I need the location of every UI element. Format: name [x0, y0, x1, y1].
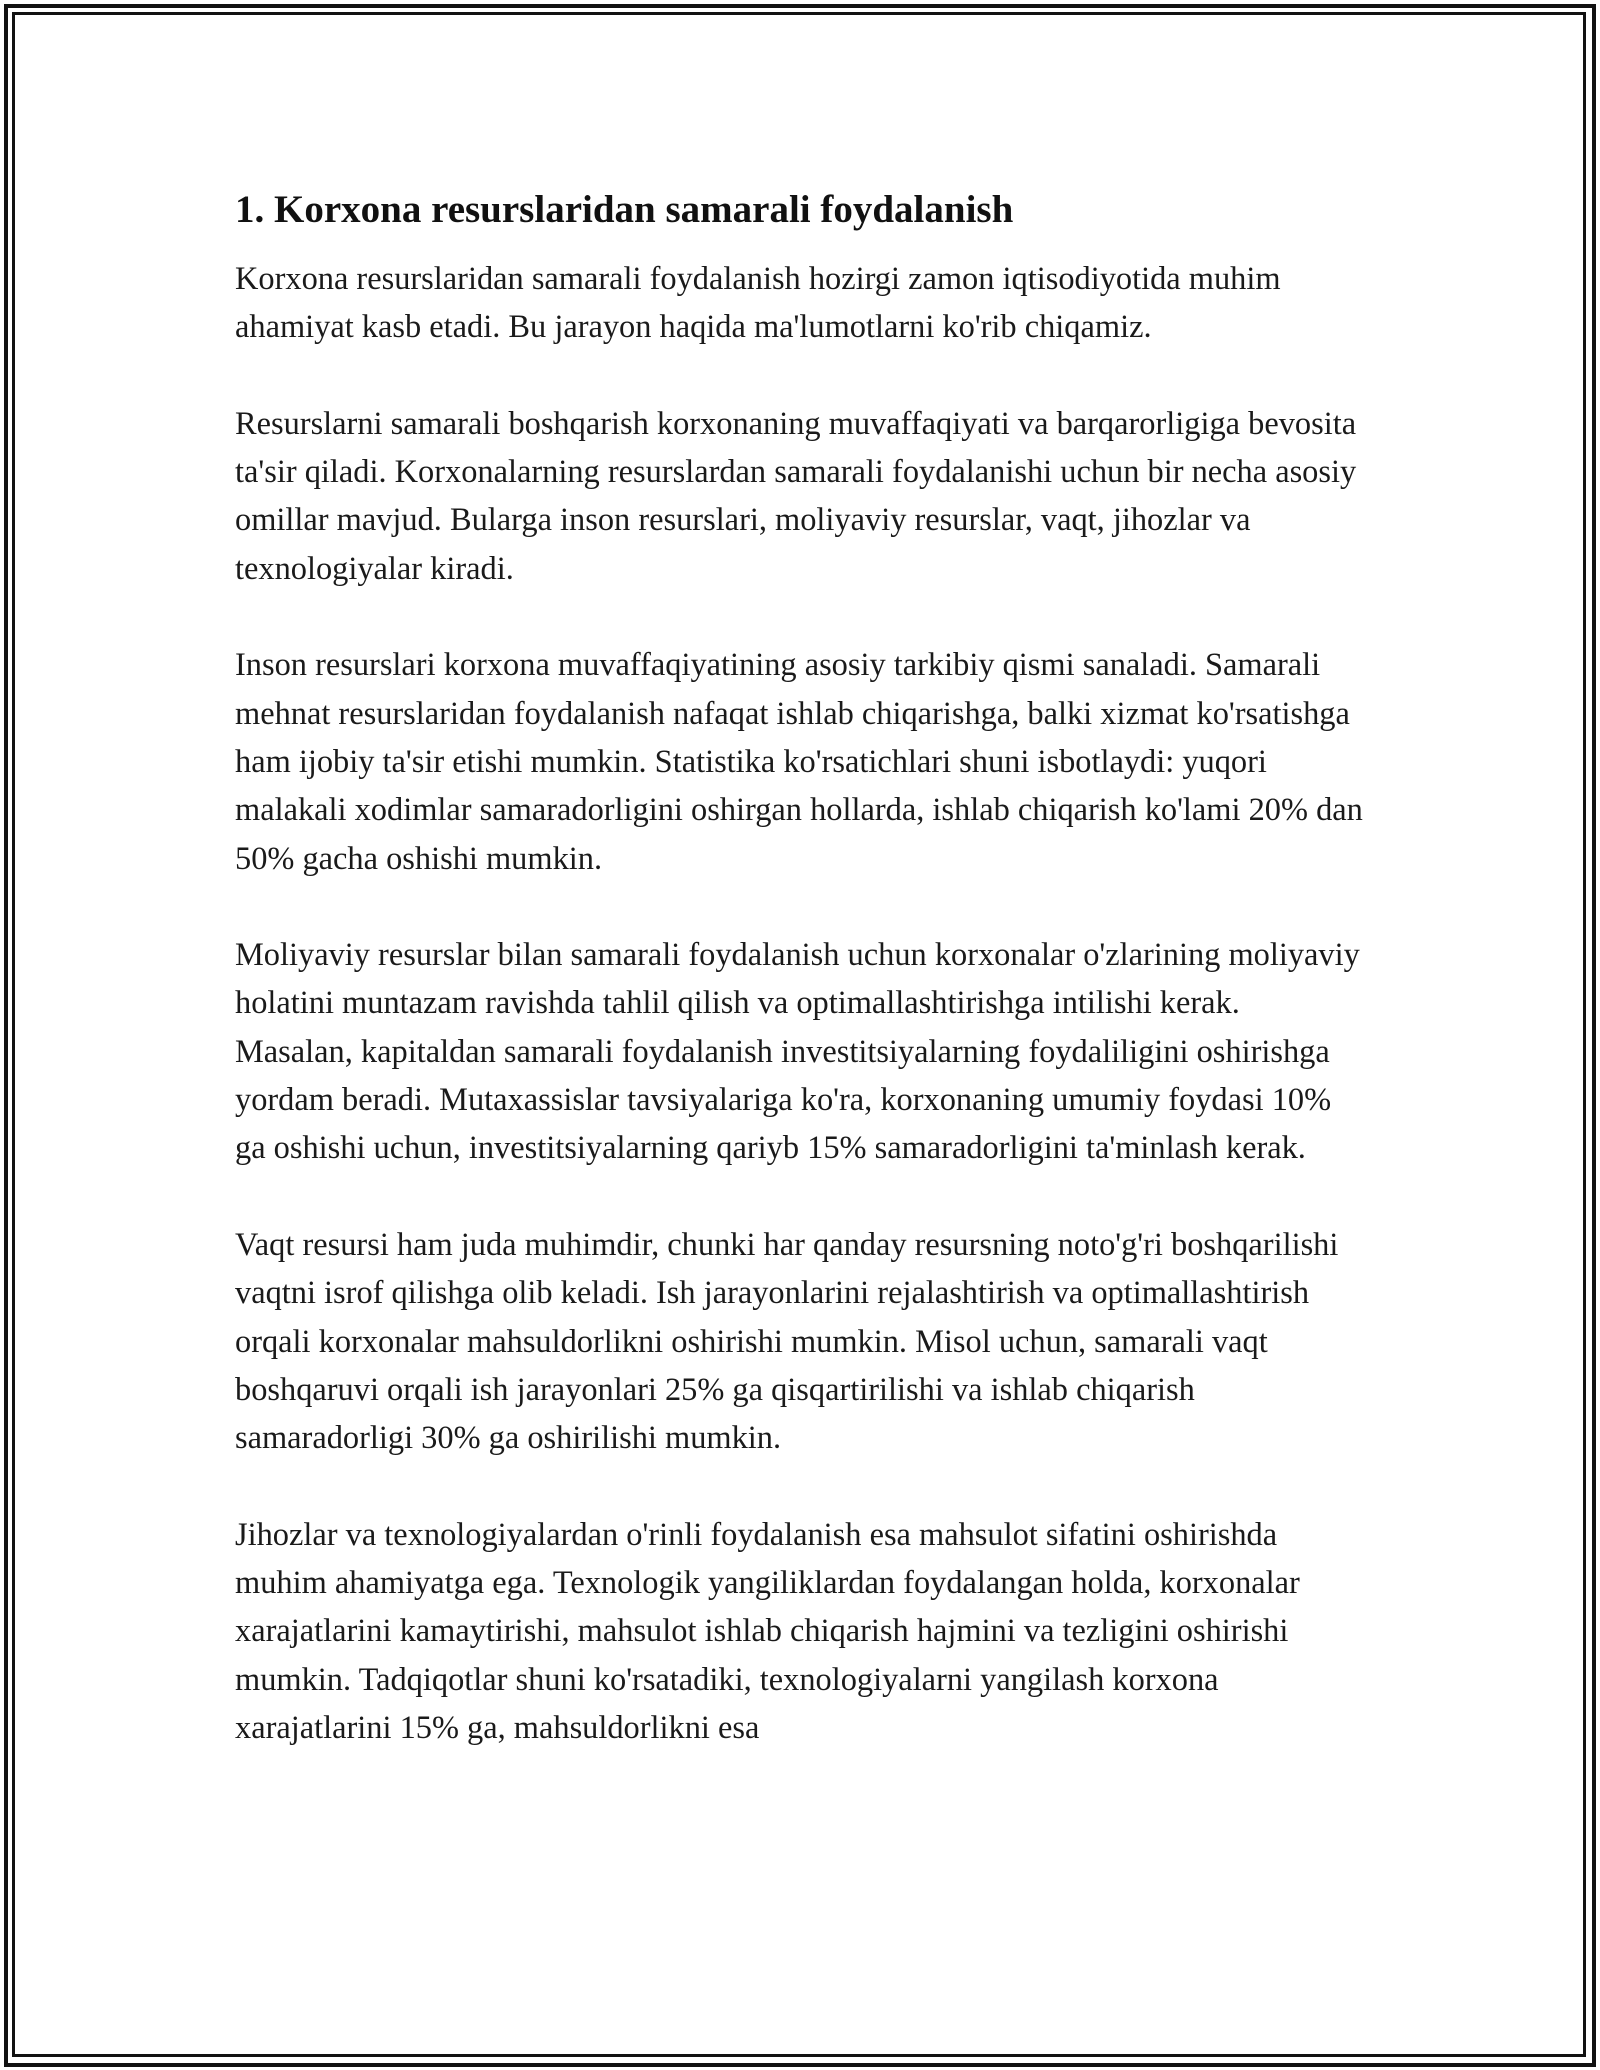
paragraph-equipment-technology: Jihozlar va texnologiyalardan o'rinli foydalanish esa mahsulot sifatini oshirishda muhim ahamiyatga ega. Texnologik yangiliklardan foydalangan holda, korxonalar xarajatlarini kamaytirishi, mahsulot ishlab chiqarish hajmini va tezligini oshirishi mumkin. Tadqiqotlar shuni ko'rsatadiki, texnologiyalarni yangilash korxona xarajatlarini 15% ga, mahsuldorlikni esa — [235, 1516, 1300, 1746]
paragraph-time-resource: Vaqt resursi ham juda muhimdir, chunki har qanday resursning noto'g'ri boshqarilishi vaqtni isrof qilishga olib keladi. Ish jarayonlarini rejalashtirish va optimallashtirish orqali korxonalar mahsuldorlikni oshirishi mumkin. Misol uchun, samarali vaqt boshqaruvi orqali ish jarayonlari 25% ga qisqartirilishi va ishlab chiqarish samaradorligi 30% ga oshirilishi mumkin. — [235, 1226, 1339, 1457]
paragraph-resource-management: Resurslarni samarali boshqarish korxonaning muvaffaqiyati va barqarorligiga bevosita ta'sir qiladi. Korxonalarning resurslardan samarali foydalanishi uchun bir necha asosiy omillar mavjud. Bularga inson resurslari, moliyaviy resurslar, vaqt, jihozlar va texnologiyalar kiradi. — [235, 405, 1357, 587]
paragraph-human-resources: Inson resurslari korxona muvaffaqiyatining asosiy tarkibiy qismi sanaladi. Samarali mehnat resurslaridan foydalanish nafaqat ishlab chiqarishga, balki xizmat ko'rsatishga ham ijobiy ta'sir etishi mumkin. Statistika ko'rsatichlari shuni isbotlaydi: yuqori malakali xodimlar samaradorligini oshirgan hollarda, ishlab chiqarish ko'lami 20% dan 50% gacha oshishi mumkin. — [235, 647, 1363, 877]
document-body — [235, 185, 1365, 1801]
paragraph-intro: Korxona resurslaridan samarali foydalanish hozirgi zamon iqtisodiyotida muhim ahamiyat kasb etadi. Bu jarayon haqida ma'lumotlarni ko'rib chiqamiz. — [235, 261, 1281, 346]
section-heading: 1. Korxona resurslaridan samarali foydalanish — [235, 188, 1014, 231]
paragraph-financial-resources: Moliyaviy resurslar bilan samarali foydalanish uchun korxonalar o'zlarining moliyaviy holatini muntazam ravishda tahlil qilish va optimallashtirishga intilishi kerak. Masalan, kapitaldan samarali foydalanish investitsiyalarning foydaliligini oshirishga yordam beradi. Mutaxassislar tavsiyalariga ko'ra, korxonaning umumiy foydasi 10% ga oshishi uchun, investitsiyalarning qariyb 15% samaradorligini ta'minlash kerak. — [235, 937, 1360, 1167]
